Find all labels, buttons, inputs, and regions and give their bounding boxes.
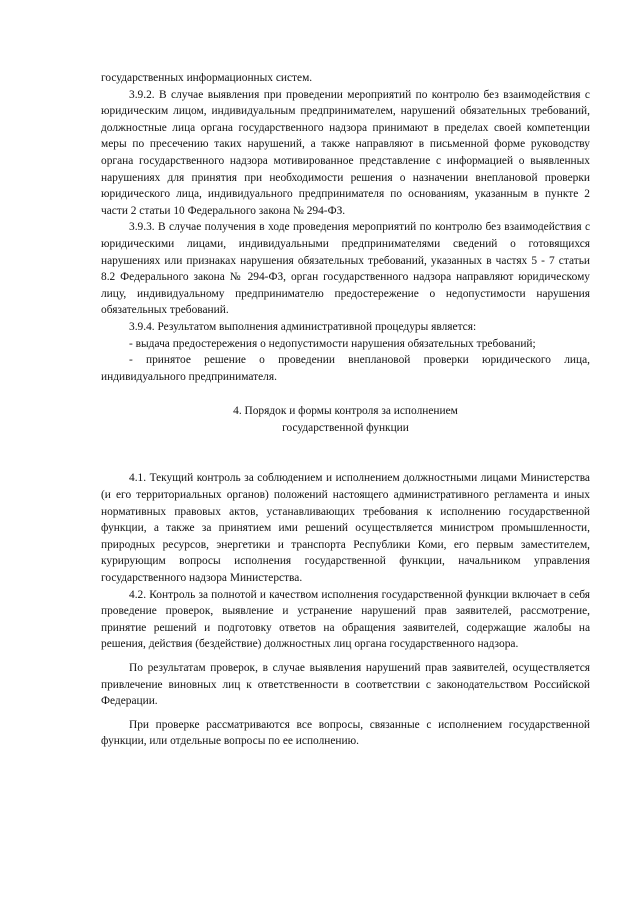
paragraph-3-9-2: 3.9.2. В случае выявления при проведении мероприятий по контролю без взаимодействия с юридическим лицом, индивидуальным предпринимателем, нарушений обязательных требований, должностные лица органа государственного надзора принимают в пределах своей компетенции меры по пресечению таких нарушений, а также направляют в письменной форме руководству органа государственного надзора мотивированное представление с информацией о выявленных нарушениях для принятия при необходимости решения о назначении внеплановой проверки юридического лица, индивидуального предпринимателя по основаниям, указанным в пункте 2 части 2 статьи 10 Федерального закона № 294-ФЗ. (101, 88, 590, 217)
list-item-unscheduled-inspection: - принятое решение о проведении внеплановой проверки юридического лица, индивидуального предпринимателя. (101, 354, 590, 383)
section-4-heading-line-1: 4. Порядок и формы контроля за исполнением (233, 405, 458, 418)
paragraph-4-2: 4.2. Контроль за полнотой и качеством исполнения государственной функции включает в себя проведение проверок, выявление и устранение нарушений прав заявителей, рассмотрение, принятие решений и подготовку ответов на обращения заявителей, содержащие жалобы на решения, действия (бездействие) должностных лиц органа государственного надзора. (101, 588, 590, 651)
paragraph-3-9-4: 3.9.4. Результатом выполнения административной процедуры является: (129, 320, 477, 333)
section-4-heading-line-2: государственной функции (282, 421, 409, 434)
document-body (101, 70, 590, 750)
section-4-heading (101, 403, 590, 436)
list-item-warning: - выдача предостережения о недопустимости нарушения обязательных требований; (129, 337, 536, 350)
paragraph-inspection-results: По результатам проверок, в случае выявления нарушений прав заявителей, осуществляется привлечение виновных лиц к ответственности в соответствии с законодательством Российской Федерации. (101, 662, 590, 708)
paragraph-continuation: государственных информационных систем. (101, 72, 313, 84)
paragraph-3-9-3: 3.9.3. В случае получения в ходе проведения мероприятий по контролю без взаимодействия с юридическими лицами, индивидуальными предпринимателями сведений о готовящихся нарушениях или признаках нарушения обязательных требований, указанных в частях 5 - 7 статьи 8.2 Федерального закона № 294-ФЗ, орган государственного надзора направляют юридическому лицу, индивидуальному предпринимателю предостережение о недопустимости нарушения обязательных требований. (101, 221, 590, 317)
paragraph-4-1: 4.1. Текущий контроль за соблюдением и исполнением должностными лицами Министерства (и его территориальных органов) положений настоящего административного регламента и иных нормативных правовых актов, устанавливающих требования к исполнению государственной функции, а также за принятием ими решений осуществляется министром промышленности, природных ресурсов, энергетики и транспорта Республики Коми, его первым заместителем, курирующим вопросы исполнения государственной функции, начальником управления государственного надзора Министерства. (101, 472, 590, 585)
paragraph-inspection-scope: При проверке рассматриваются все вопросы, связанные с исполнением государственной функции, или отдельные вопросы по ее исполнению. (101, 718, 590, 748)
